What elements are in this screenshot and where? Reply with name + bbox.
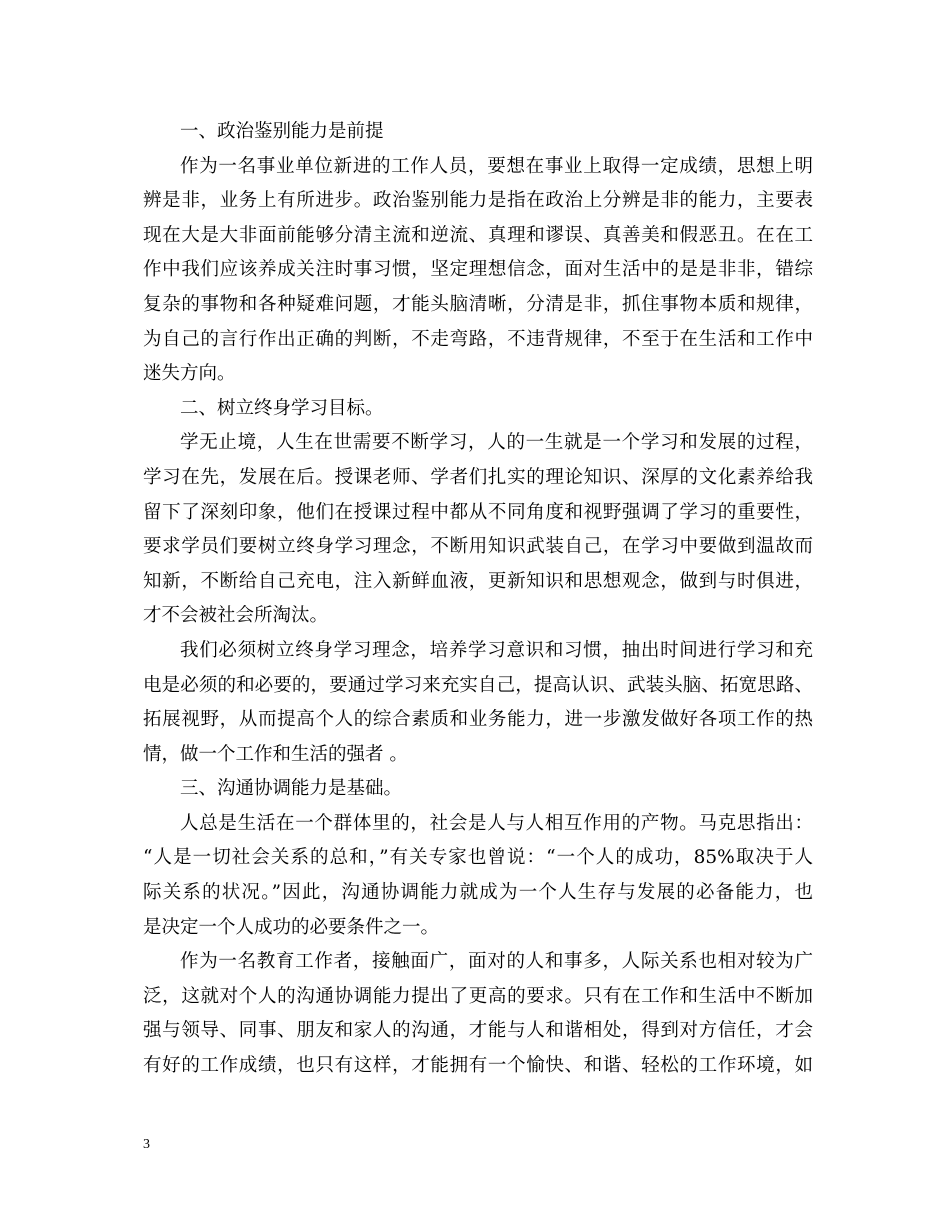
paragraph-line: 电是必须的和必要的，要通过学习来充实自己，提高认识、武装头脑、拓宽思路、: [143, 674, 813, 696]
paragraph-line: 留下了深刻印象，他们在授课过程中都从不同角度和视野强调了学习的重要性，: [143, 501, 813, 523]
paragraph-first-line: 一、政治鉴别能力是前提: [180, 121, 384, 142]
paragraph-line: 复杂的事物和各种疑难问题，才能头脑清晰，分清是非，抓住事物本质和规律，: [143, 293, 813, 315]
paragraph-first-line: 人总是生活在一个群体里的，社会是人与人相互作用的产物。马克思指出：: [180, 812, 813, 834]
document-body: [143, 115, 813, 1084]
paragraph-line: 迷失方向。: [143, 363, 236, 385]
paragraph-line: 要求学员们要树立终身学习理念，不断用知识武装自己，在学习中要做到温故而: [143, 536, 813, 558]
paragraph-line: 作中我们应该养成关注时事习惯，坚定理想信念，面对生活中的是是非非，错综: [143, 259, 813, 281]
paragraph-line: 际关系的状况。”因此，沟通协调能力就成为一个人生存与发展的必备能力，也: [143, 882, 813, 904]
paragraph-line: 是决定一个人成功的必要条件之一。: [143, 916, 440, 938]
paragraph-line: 辨是非，业务上有所进步。政治鉴别能力是指在政治上分辨是非的能力，主要表: [143, 190, 813, 212]
paragraph-first-line: 作为一名事业单位新进的工作人员，要想在事业上取得一定成绩，思想上明: [180, 155, 813, 177]
paragraph-line: 拓展视野，从而提高个人的综合素质和业务能力，进一步激发做好各项工作的热: [143, 709, 813, 731]
paragraph-first-line: 三、沟通协调能力是基础。: [180, 778, 403, 800]
paragraph-line: 有好的工作成绩，也只有这样，才能拥有一个愉快、和谐、轻松的工作环境，如: [143, 1055, 813, 1077]
paragraph-first-line: 学无止境，人生在世需要不断学习，人的一生就是一个学习和发展的过程，: [180, 432, 813, 454]
paragraph-line: 情，做一个工作和生活的强者 。: [143, 743, 408, 765]
paragraph-line: 现在大是大非面前能够分清主流和逆流、真理和谬误、真善美和假恶丑。在在工: [143, 224, 813, 246]
paragraph-line: 才不会被社会所淘汰。: [143, 605, 329, 627]
paragraph-line: 知新，不断给自己充电，注入新鲜血液，更新知识和思想观念，做到与时俱进，: [143, 570, 813, 592]
paragraph-line: 强与领导、同事、朋友和家人的沟通，才能与人和谐相处，得到对方信任，才会: [143, 1020, 813, 1042]
paragraph-line: 为自己的言行作出正确的判断，不走弯路，不违背规律，不至于在生活和工作中: [143, 328, 813, 350]
paragraph-first-line: 我们必须树立终身学习理念，培养学习意识和习惯，抽出时间进行学习和充: [180, 639, 813, 661]
page-number: 3: [143, 1137, 150, 1152]
paragraph-first-line: 二、树立终身学习目标。: [180, 397, 384, 419]
paragraph-line: “人是一切社会关系的总和，”有关专家也曾说：“一个人的成功，85%取决于人: [143, 847, 813, 869]
paragraph-line: 学习在先，发展在后。授课老师、学者们扎实的理论知识、深厚的文化素养给我: [143, 466, 813, 488]
paragraph-line: 泛，这就对个人的沟通协调能力提出了更高的要求。只有在工作和生活中不断加: [143, 985, 813, 1007]
paragraph-first-line: 作为一名教育工作者，接触面广，面对的人和事多，人际关系也相对较为广: [180, 951, 813, 973]
